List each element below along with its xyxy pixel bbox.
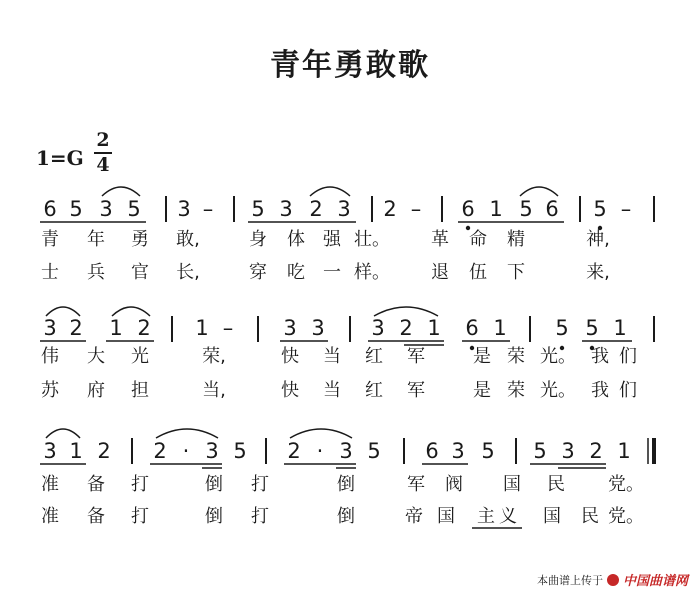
lyric-verse2: 打 [251,506,269,527]
slur-arc [374,307,438,316]
note: 2 [137,316,151,340]
lyric-verse2: 一 [323,262,341,283]
lyric-verse1: 光。 [540,346,576,367]
note: · [182,439,190,463]
slur-arc [310,187,350,196]
lyric-verse2: 光。 [540,380,576,401]
note: 3 [311,316,325,340]
note: 3 [43,439,57,463]
lyric-verse1: 荣 [507,346,525,367]
key-signature: 1=G [36,146,84,170]
lyric-verse1: 备 [87,474,105,495]
note: 3 [561,439,575,463]
lyric-verse1: 打 [131,474,149,495]
footer [537,570,688,589]
note: 3 [43,316,57,340]
note: 3 [371,316,385,340]
lyric-verse1: 敢, [176,229,200,250]
note: 6 [465,316,479,340]
note: 3 [283,316,297,340]
slur-arc [112,307,150,316]
note: 5 [69,197,83,221]
lyric-verse2: 国 [437,506,455,527]
note: 1 [69,439,83,463]
lyric-verse2: 士 [41,262,59,283]
note: 2 [69,316,83,340]
slur-arc [290,429,352,438]
note: – [222,316,234,340]
note: 1 [195,316,209,340]
note: 3 [205,439,219,463]
lyric-verse1: 倒 [337,474,355,495]
lyric-verse2: 吃 [287,262,305,283]
lyric-verse1: 壮。 [354,229,390,250]
lyric-verse1: 党。 [608,474,644,495]
lyric-verse1: 身 [249,229,267,250]
lyric-verse2: 府 [87,380,105,401]
lyric-verse2: 们 [619,380,637,401]
lyric-verse2: 民 [581,506,599,527]
note: 5 [127,197,141,221]
slur-arc [102,187,140,196]
note: 3 [339,439,353,463]
lyric-verse2: 伍 [469,262,487,283]
note: 2 [153,439,167,463]
note: · [316,439,324,463]
note: – [410,197,422,221]
note: – [620,197,632,221]
note: 5 [481,439,495,463]
lyric-verse1: 国 [503,474,521,495]
lyric-verse1: 勇 [131,229,149,250]
lyric-verse1: 军 [407,474,425,495]
lyric-verse1: 体 [287,229,305,250]
lyric-verse2: 穿 [249,262,267,283]
slur-arc [46,307,80,316]
lyric-verse2: 样。 [354,262,390,283]
note: 2 [383,197,397,221]
note: 3 [279,197,293,221]
note: 5 [533,439,547,463]
note: 1 [493,316,507,340]
lyric-verse1: 当 [323,346,341,367]
lyric-verse2: 义 [499,506,517,527]
lyric-verse2: 红 [365,380,383,401]
lyric-verse2: 主 [477,506,495,527]
lyric-verse2: 下 [507,262,525,283]
lyric-verse1: 们 [619,346,637,367]
lyric-verse2: 长, [176,262,200,283]
note: 3 [451,439,465,463]
lyric-verse1: 是 [473,346,491,367]
note: 5 [593,197,607,221]
lyric-verse1: 青 [41,229,59,250]
lyric-verse1: 快 [281,346,299,367]
lyric-verse1: 革 [431,229,449,250]
score-system-3 [40,429,654,528]
note: 1 [489,197,503,221]
note: 2 [589,439,603,463]
note: – [202,197,214,221]
note: 3 [337,197,351,221]
site-logo-text: 中国曲谱网 [622,574,688,589]
note: 1 [613,316,627,340]
note: 2 [287,439,301,463]
lyric-verse1: 光 [131,346,149,367]
lyric-verse1: 大 [87,346,105,367]
lyric-verse2: 备 [87,506,105,527]
note: 5 [233,439,247,463]
lyric-verse1: 强 [323,229,341,250]
lyric-verse2: 是 [473,380,491,401]
lyric-verse1: 军 [407,346,425,367]
slur-arc [520,187,558,196]
site-logo-icon [607,574,619,586]
lyric-verse2: 打 [131,506,149,527]
note: 5 [367,439,381,463]
score-system-2 [40,307,654,401]
song-title: 青年勇敢歌 [270,48,430,83]
note: 5 [519,197,533,221]
lyric-verse1: 打 [251,474,269,495]
lyric-verse1: 民 [547,474,565,495]
lyric-verse2: 担 [131,380,149,401]
note: 2 [97,439,111,463]
lyric-verse2: 当 [323,380,341,401]
lyric-verse2: 党。 [608,506,644,527]
lyric-verse1: 荣, [202,346,226,367]
lyric-verse1: 倒 [205,474,223,495]
lyric-verse1: 阀 [445,474,463,495]
lyric-verse2: 倒 [205,506,223,527]
lyric-verse2: 倒 [337,506,355,527]
note: 1 [109,316,123,340]
lyric-verse2: 我 [591,380,609,401]
lyric-verse1: 我 [591,346,609,367]
slur-arc [46,429,80,438]
lyric-verse2: 国 [543,506,561,527]
lyric-verse1: 伟 [41,346,59,367]
lyric-verse2: 当, [202,380,226,401]
lyric-verse2: 官 [131,262,149,283]
note: 5 [251,197,265,221]
note: 5 [585,316,599,340]
lyric-verse2: 来, [586,262,610,283]
lyric-verse2: 兵 [87,262,105,283]
score-system-1 [40,187,654,283]
lyric-verse2: 退 [431,262,449,283]
note: 3 [99,197,113,221]
lyric-verse2: 准 [41,506,59,527]
lyric-verse2: 军 [407,380,425,401]
time-denominator: 4 [96,154,110,176]
note: 1 [427,316,441,340]
lyric-verse2: 苏 [41,380,59,401]
footer-text: 本曲谱上传于 [536,573,603,587]
lyric-verse1: 命 [469,229,487,250]
lyric-verse1: 年 [87,229,105,250]
note: 2 [309,197,323,221]
note: 6 [461,197,475,221]
time-numerator: 2 [96,129,110,151]
lyric-verse2: 快 [281,380,299,401]
note: 6 [425,439,439,463]
lyric-verse1: 准 [41,474,59,495]
lyric-verse1: 神, [586,229,610,250]
slur-arc [156,429,218,438]
lyric-verse1: 精 [507,229,525,250]
note: 1 [617,439,631,463]
lyric-verse2: 荣 [507,380,525,401]
note: 6 [43,197,57,221]
note: 6 [545,197,559,221]
lyric-verse2: 帝 [405,506,423,527]
note: 2 [399,316,413,340]
note: 3 [177,197,191,221]
lyric-verse1: 红 [365,346,383,367]
note: 5 [555,316,569,340]
